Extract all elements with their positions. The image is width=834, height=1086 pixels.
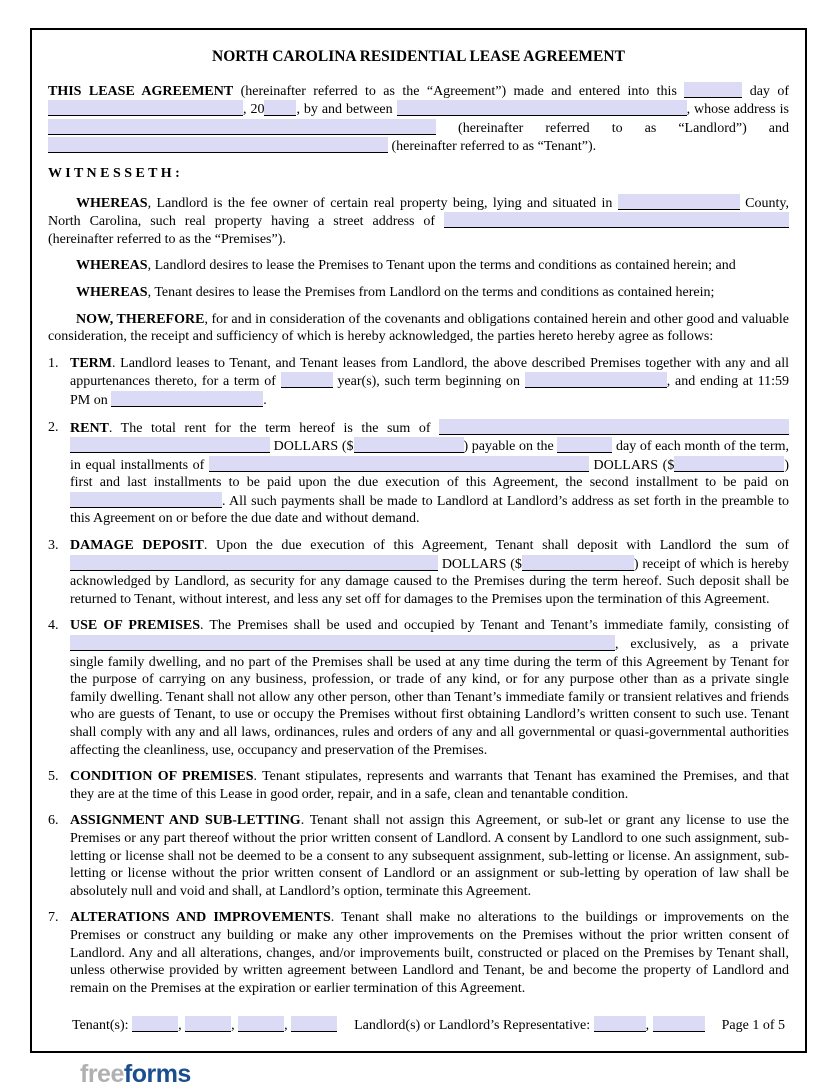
bold-text-run: THIS LEASE AGREEMENT [48,83,234,99]
execution-year-field[interactable] [264,100,296,116]
landlord-name-field[interactable] [397,100,687,116]
section-text [70,768,789,803]
text-run: , Landlord desires to lease the Premises to Tenant upon the terms and conditions as contained herein; and [147,258,736,274]
bold-text-run: RENT [70,420,109,436]
now-therefore-paragraph [48,311,789,346]
text-run: , exclusively, as a private single family dwelling, and no part of the Premises shall be used at any time during the term of this Agreement by Tenant for the purpose of carrying on any business, profession, or trade of any kind, or for any purpose other than as a private single family dwelling. Tenant shall not allow any other person, other than Tenant’s immediate family or transient relatives and friends who are guests of Tenant, to use or occupy the Premises without first obtaining Landlord’s written consent to such use. Tenant shall comply with any and all laws, ordinances, rules and orders of any and all governmental or quasi-governmental authorities affecting the cleanliness, use, occupancy and preservation of the Premises. [70,637,789,758]
text-run: (hereinafter referred to as “Tenant”). [388,139,597,155]
text-run: . Tenant shall not assign this Agreement, or sub-let or grant any license to use the Premises or any part thereof without the prior written consent of Landlord. A consent by Landlord to one such assignment, sub-letting or license shall not be deemed to be a consent to any subsequent assignment, sub-letting or license. An assignment, sub-letting or license without the prior written consent of Landlord or an assignment or sub-letting by operation of law shall be absolutely null and void and shall, at Landlord’s option, terminate this Agreement. [70,813,789,899]
section-number: 1. [48,355,59,371]
text-run: , [178,1018,186,1034]
section-damage-deposit [48,537,789,608]
freeforms-logo [80,1060,834,1086]
text-run: DOLLARS ($ [270,439,354,455]
bold-text-run: USE OF PREMISES [70,618,200,634]
text-run: , and ending at 11:59 PM on [70,374,790,408]
tenant-initials-4-field[interactable] [291,1016,337,1032]
installment-amount-field[interactable] [674,456,784,472]
footer-tenants [72,1016,337,1035]
total-rent-amount-field[interactable] [354,437,464,453]
installment-words-field[interactable] [209,456,589,472]
document-body [48,82,789,1007]
section-number: 5. [48,769,59,785]
text-run: , [231,1018,239,1034]
text-run: . Tenant stipulates, represents and warrants that Tenant has examined the Premises, and that they are at the time of this Lease in good order, repair, and in a safe, clean and tenantable condition. [70,769,790,802]
text-run: , [284,1018,292,1034]
text-run: day of [742,83,789,99]
landlord-address-field[interactable] [48,119,436,135]
text-run: ) payable on the [463,439,558,455]
second-installment-date-field[interactable] [70,492,222,508]
term-years-field[interactable] [281,372,333,388]
landlord-initials-2-field[interactable] [653,1016,705,1032]
text-run: , by and between [296,102,397,118]
text-run: , Landlord is the fee owner of certain real property being, lying and situated in [147,195,618,211]
section-number: 2. [48,419,59,435]
page-number-label: Page 1 of 5 [721,1018,785,1034]
text-run: (hereinafter referred to as the “Premises”). [48,231,286,247]
section-text [70,909,789,997]
whereas-tenant-desire-paragraph [48,284,789,302]
text-run: . [263,392,267,408]
term-begin-date-field[interactable] [525,372,667,388]
text-run: . Tenant shall make no alterations to the buildings or improvements on the Premises or construct any building or make any other improvements on the Premises without the prior written consent of Landlord. Any and all alterations, changes, and/or improvements built, constructed or placed on the Premises by Tenant shall, unless otherwise provided by written agreement between Landlord and Tenant, be and become the property of Landlord and remain on the Premises at the expiration or earlier termination of this Agreement. [70,910,789,996]
county-field[interactable] [618,194,740,210]
deposit-words-field[interactable] [70,555,438,571]
whereas-ownership-paragraph [48,194,789,249]
bold-text-run: WHEREAS [76,284,148,300]
section-term [48,355,789,410]
bold-text-run: ASSIGNMENT AND SUB-LETTING [70,813,301,829]
text-run: year(s), such term beginning on [332,374,525,390]
bold-text-run: DAMAGE DEPOSIT [70,538,204,554]
text-run: . Upon the due execution of this Agreement, Tenant shall deposit with Landlord the sum of [203,538,790,554]
section-alterations-improvements [48,909,789,997]
tenant-initials-1-field[interactable] [132,1016,178,1032]
premises-street-address-field[interactable] [444,212,789,228]
section-assignment-subletting [48,812,789,900]
bold-text-run: WHEREAS [76,195,148,211]
text-run: ) first and last installments to be paid upon the due execution of this Agreement, the second installment to be paid on [70,457,789,491]
page-footer [48,1006,789,1037]
text-run: County, North Carolina, such real property having a street address of [48,195,789,230]
bold-text-run: WHEREAS [76,258,148,274]
text-run: , [645,1018,653,1034]
text-run: , Tenant desires to lease the Premises from Landlord on the terms and conditions as contained herein; [147,284,715,300]
text-run: , whose address is [686,102,789,118]
section-condition-of-premises [48,768,789,803]
footer-landlord [354,1016,704,1035]
execution-day-field[interactable] [684,82,742,98]
document-page [30,28,807,1053]
witnesseth-heading [48,165,789,183]
text-run: Landlord(s) or Landlord’s Representative: [354,1018,594,1034]
section-text [70,537,789,608]
bold-text-run: TERM [70,355,112,371]
tenant-initials-3-field[interactable] [238,1016,284,1032]
text-run: ) receipt of which is hereby acknowledged by Landlord, as security for any damage caused to the Premises during the term hereof. Such deposit shall be returned to Tenant, without interest, and less any set off for damages to the Premises upon the termination of this Agreement. [70,556,789,607]
logo-text-forms: forms [123,1060,191,1086]
text-run: day of each month of the term, in equal installments of [70,439,790,473]
tenant-initials-2-field[interactable] [185,1016,231,1032]
bold-text-run: CONDITION OF PREMISES [70,769,254,785]
text-run: , for and in consideration of the covenants and obligations contained herein and other good and valuable consideration, the receipt and sufficiency of which is hereby acknowledged, the parties hereto hereby agree as follows: [48,311,789,345]
intro-paragraph [48,82,789,156]
section-text [70,419,789,529]
page-title: NORTH CAROLINA RESIDENTIAL LEASE AGREEMENT [212,48,625,65]
text-run: . The total rent for the term hereof is the sum of [108,420,439,436]
rent-due-day-field[interactable] [557,437,612,453]
section-text [70,812,789,900]
family-members-field[interactable] [70,635,615,651]
section-number: 6. [48,813,59,829]
text-run: (hereinafter referred to as “Landlord”) and [436,120,789,136]
whereas-landlord-desire-paragraph [48,257,789,275]
text-run: . All such payments shall be made to Landlord at Landlord’s address as set forth in the preamble to this Agreement on or before the due date and without demand. [70,493,789,527]
deposit-amount-field[interactable] [522,555,634,571]
total-rent-words-continued-field[interactable] [70,437,270,453]
execution-month-field[interactable] [48,100,243,116]
total-rent-words-field[interactable] [439,419,789,435]
text-run: DOLLARS ($ [438,556,522,572]
tenant-name-field[interactable] [48,137,388,153]
text-run: . The Premises shall be used and occupied by Tenant and Tenant’s immediate family, consisting of [199,618,789,634]
bold-text-run: W I T N E S S E T H : [48,165,180,181]
section-use-of-premises [48,617,789,759]
text-run: , 20 [243,102,265,118]
section-number: 7. [48,910,59,926]
text-run: . Landlord leases to Tenant, and Tenant leases from Landlord, the above described Premises together with any and all appurtenances thereto, for a term of [70,355,789,390]
section-number: 3. [48,538,59,554]
bold-text-run: NOW, THEREFORE [76,311,205,327]
term-end-date-field[interactable] [111,391,263,407]
logo-text-free: free [80,1060,124,1086]
text-run: (hereinafter referred to as the “Agreement”) made and entered into this [233,83,685,99]
landlord-initials-1-field[interactable] [594,1016,646,1032]
section-text [70,355,789,410]
section-rent [48,419,789,529]
bold-text-run: ALTERATIONS AND IMPROVEMENTS [70,910,331,926]
text-run: DOLLARS ($ [588,457,675,473]
section-number: 4. [48,618,59,634]
section-text [70,617,789,759]
text-run: Tenant(s): [72,1018,133,1034]
